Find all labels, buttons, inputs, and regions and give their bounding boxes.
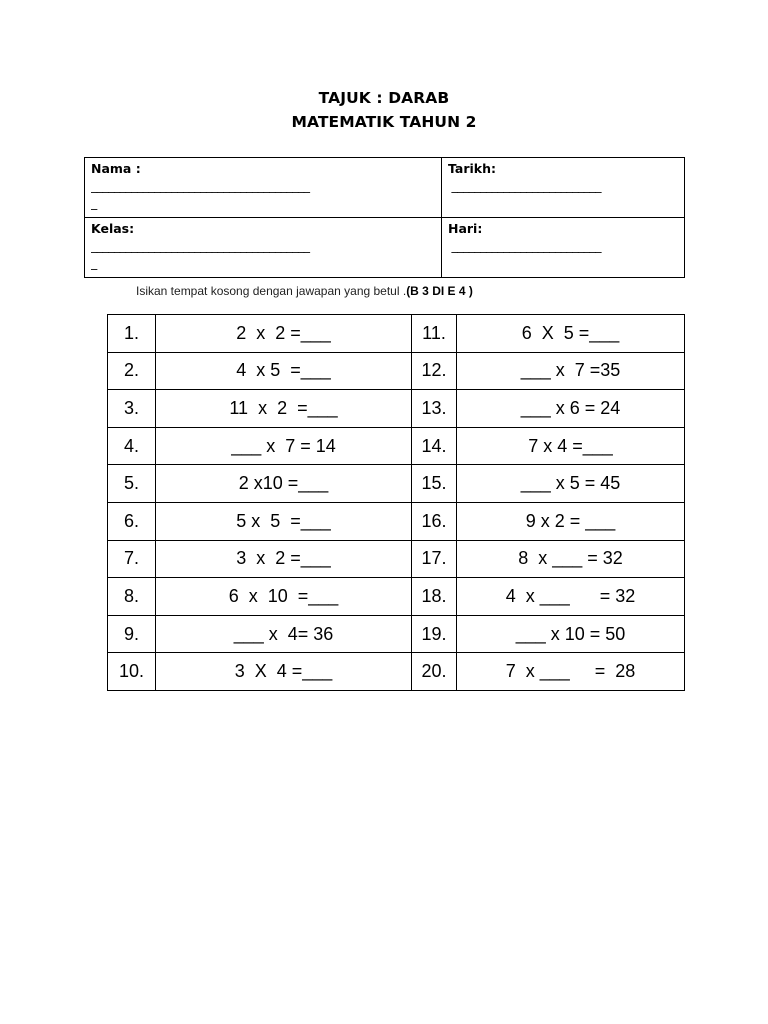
question-number: 5.: [108, 465, 156, 503]
question-text[interactable]: ___ x 5 = 45: [457, 465, 685, 503]
question-row: [108, 390, 685, 428]
question-number: 20.: [412, 653, 457, 691]
info-row-kelas: [85, 218, 685, 278]
question-number: 19.: [412, 615, 457, 653]
question-number: 15.: [412, 465, 457, 503]
question-text[interactable]: 4 x 5 =___: [156, 352, 412, 390]
question-number: 11.: [412, 315, 457, 353]
question-text[interactable]: 4 x ___ = 32: [457, 578, 685, 616]
kelas-blank-line: ______________________________________: [91, 238, 310, 253]
question-number: 3.: [108, 390, 156, 428]
question-row: [108, 540, 685, 578]
hari-cell[interactable]: [442, 218, 685, 278]
question-text[interactable]: ___ x 7 = 14: [156, 427, 412, 465]
question-row: [108, 465, 685, 503]
question-text[interactable]: 7 x ___ = 28: [457, 653, 685, 691]
question-number: 13.: [412, 390, 457, 428]
instruction-body: Isikan tempat kosong dengan jawapan yang betul .: [136, 284, 407, 298]
instruction-code: (B 3 DI E 4 ): [406, 284, 473, 298]
student-info-table: [84, 157, 685, 278]
tarikh-cell[interactable]: [442, 158, 685, 218]
question-number: 4.: [108, 427, 156, 465]
question-text[interactable]: 7 x 4 =___: [457, 427, 685, 465]
question-row: [108, 427, 685, 465]
nama-blank-line-overflow: _: [91, 195, 97, 210]
question-number: 16.: [412, 502, 457, 540]
question-text[interactable]: ___ x 7 =35: [457, 352, 685, 390]
kelas-cell[interactable]: [85, 218, 442, 278]
question-row: [108, 578, 685, 616]
question-row: [108, 615, 685, 653]
question-text[interactable]: ___ x 6 = 24: [457, 390, 685, 428]
question-text[interactable]: 6 X 5 =___: [457, 315, 685, 353]
question-text[interactable]: 9 x 2 = ___: [457, 502, 685, 540]
questions-table: [107, 314, 685, 691]
nama-cell[interactable]: [85, 158, 442, 218]
question-text[interactable]: 2 x 2 =___: [156, 315, 412, 353]
question-text[interactable]: 11 x 2 =___: [156, 390, 412, 428]
question-text[interactable]: ___ x 4= 36: [156, 615, 412, 653]
worksheet-subtitle: MATEMATIK TAHUN 2: [291, 113, 477, 131]
kelas-label: Kelas:: [91, 221, 135, 236]
kelas-blank-line-overflow: _: [91, 255, 97, 270]
question-number: 2.: [108, 352, 156, 390]
question-number: 14.: [412, 427, 457, 465]
question-text[interactable]: 5 x 5 =___: [156, 502, 412, 540]
question-number: 17.: [412, 540, 457, 578]
hari-label: Hari:: [448, 221, 483, 236]
question-number: 18.: [412, 578, 457, 616]
question-number: 12.: [412, 352, 457, 390]
question-row: [108, 502, 685, 540]
tarikh-blank-line: __________________________: [448, 178, 601, 193]
question-number: 10.: [108, 653, 156, 691]
hari-blank-line: __________________________: [448, 238, 601, 253]
nama-blank-line: ______________________________________: [91, 178, 310, 193]
question-number: 7.: [108, 540, 156, 578]
question-row: [108, 352, 685, 390]
question-number: 6.: [108, 502, 156, 540]
tarikh-label: Tarikh:: [448, 161, 497, 176]
info-row-nama: [85, 158, 685, 218]
question-number: 8.: [108, 578, 156, 616]
question-text[interactable]: ___ x 10 = 50: [457, 615, 685, 653]
nama-label: Nama :: [91, 161, 141, 176]
question-number: 9.: [108, 615, 156, 653]
question-text[interactable]: 6 x 10 =___: [156, 578, 412, 616]
question-text[interactable]: 2 x10 =___: [156, 465, 412, 503]
instruction-text: [136, 284, 473, 298]
question-text[interactable]: 3 x 2 =___: [156, 540, 412, 578]
question-row: [108, 653, 685, 691]
question-number: 1.: [108, 315, 156, 353]
question-text[interactable]: 8 x ___ = 32: [457, 540, 685, 578]
question-text[interactable]: 3 X 4 =___: [156, 653, 412, 691]
worksheet-title: TAJUK : DARAB: [318, 89, 450, 107]
question-row: [108, 315, 685, 353]
